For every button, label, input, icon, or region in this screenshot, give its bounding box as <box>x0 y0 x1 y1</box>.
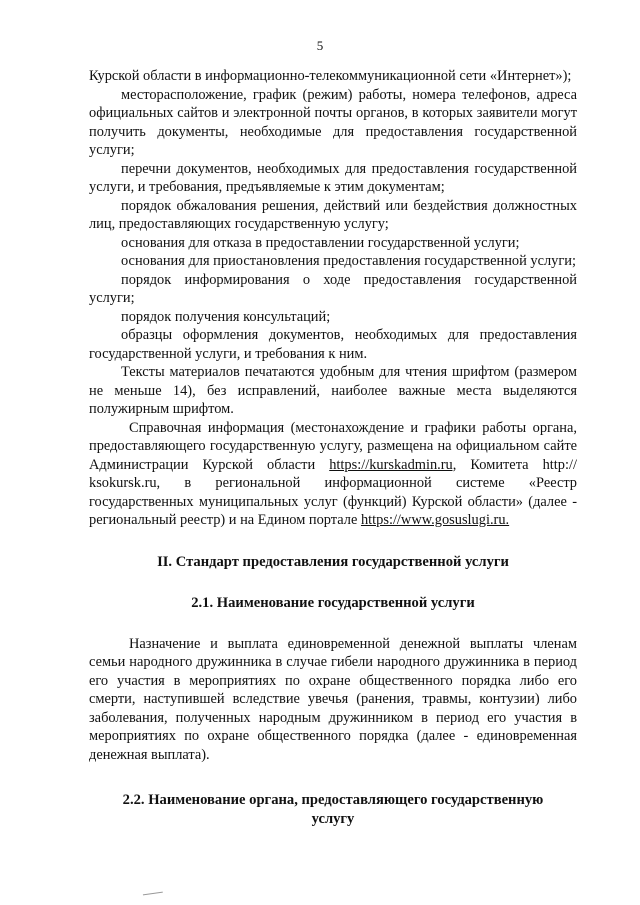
gosuslugi-link[interactable]: https://www.gosuslugi.ru. <box>360 512 510 528</box>
scan-mark <box>143 892 163 898</box>
paragraph-reference-info <box>89 419 577 530</box>
paragraph-document-list: перечни документов, необходимых для предоставления государственной услуги, и требования, предъявляемые к этим документам; <box>89 160 577 195</box>
subsection-heading-2-2-line2: услугу <box>311 810 355 827</box>
paragraph-internet: Курской области в информационно-телекоммуникационной сети «Интернет»); <box>89 68 572 84</box>
section-heading: II. Стандарт предоставления государственной услуги <box>157 553 509 570</box>
reference-text-2: Комитета http:// ksokursk.ru, в региональной информационной системе «Реестр государственных муниципальных услуг (функций) Курской области» (далее - региональный реестр) и на Едином портале <box>89 456 577 528</box>
reference-text-1: Справочная информация (местонахождение и графики работы органа, предоставляющего государственную услугу, размещена на официальном сайте Администрации Курской области <box>89 419 577 473</box>
paragraph-appeal: порядок обжалования решения, действий или бездействия должностных лиц, предоставляющих государственную услугу; <box>89 197 577 232</box>
subsection-heading-2-2-line1: 2.2. Наименование органа, предоставляющего государственную <box>122 792 544 808</box>
paragraph-font-requirements: Тексты материалов печатаются удобным для чтения шрифтом (размером не меньше 14), без исправлений, наиболее важные места выделяются полужирным шрифтом. <box>89 364 577 417</box>
paragraph-location: месторасположение, график (режим) работы, номера телефонов, адреса официальных сайтов и электронной почты органов, в которых заявители могут получить документы, необходимые для предоставления государственной услуги; <box>89 86 577 158</box>
paragraph-service-name: Назначение и выплата единовременной денежной выплаты членам семьи народного дружинника в случае гибели народного дружинника в период его участия в мероприятиях по охране общественного порядка либо его смерти, наступившей вследствие увечья (ранения, травмы, контузии) либо заболевания, полученных народным дружинником в период его участия в мероприятиях по охране общественного порядка (далее - единовременная денежная выплата). <box>89 635 577 763</box>
paragraph-suspension: основания для приостановления предоставления государственной услуги; <box>121 253 576 269</box>
paragraph-samples: образцы оформления документов, необходимых для предоставления государственной услуги, и требования к ним. <box>89 327 577 362</box>
paragraph-consultations: порядок получения консультаций; <box>121 308 331 325</box>
paragraph-refusal: основания для отказа в предоставлении государственной услуги; <box>121 234 520 251</box>
page-number: 5 <box>316 38 324 53</box>
subsection-heading-2-2 <box>89 791 577 828</box>
document-body <box>89 67 577 828</box>
paragraph-progress: порядок информирования о ходе предоставления государственной услуги; <box>89 271 577 306</box>
subsection-heading-2-1: 2.1. Наименование государственной услуги <box>191 595 475 611</box>
kurskadmin-link[interactable]: https://kurskadmin.ru, <box>329 456 457 473</box>
